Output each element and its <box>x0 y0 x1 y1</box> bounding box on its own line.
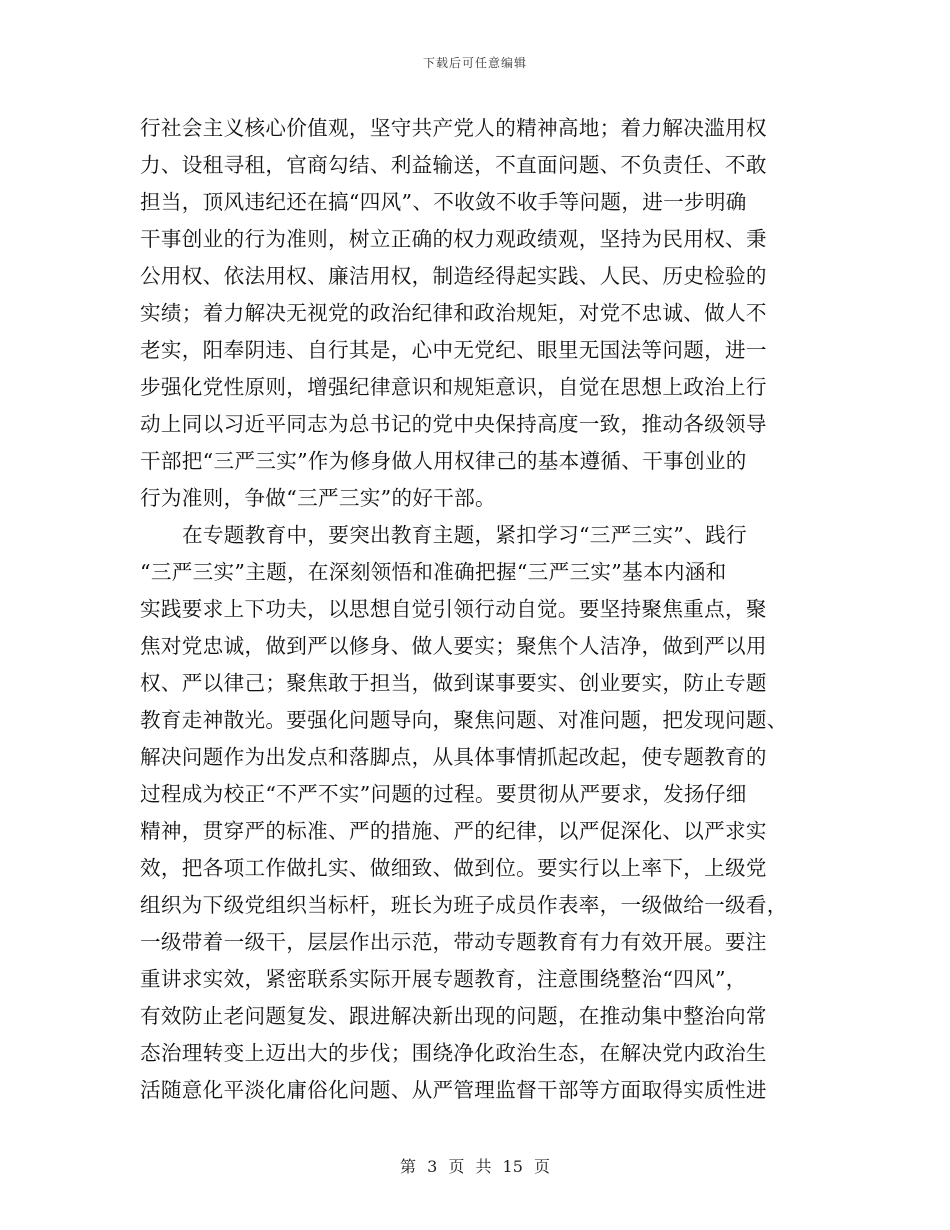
body-line: 态治理转变上迈出大的步伐；围绕净化政治生态，在解决党内政治生 <box>140 1041 767 1065</box>
page-number: 第 3 页 共 15 页 <box>400 1157 550 1176</box>
body-line: 有效防止老问题复发、跟进解决新出现的问题，在推动集中整治向常 <box>140 1004 767 1028</box>
body-line: 焦对党忠诚，做到严以修身、做人要实；聚焦个人洁净，做到严以用 <box>140 634 767 658</box>
body-line: 实绩；着力解决无视党的政治纪律和政治规矩，对党不忠诚、做人不 <box>140 301 767 325</box>
body-line: 一级带着一级干，层层作出示范，带动专题教育有力有效开展。要注 <box>140 930 767 954</box>
body-line: 过程成为校正“不严不实”问题的过程。要贯彻从严要求，发扬仔细 <box>140 782 747 806</box>
body-line: 实践要求上下功夫，以思想自觉引领行动自觉。要坚持聚焦重点，聚 <box>140 597 767 621</box>
body-line: 重讲求实效，紧密联系实际开展专题教育，注意围绕整治“四风”， <box>140 967 747 991</box>
body-line: 效，把各项工作做扎实、做细致、做到位。要实行以上率下，上级党 <box>140 856 767 880</box>
body-line: 行为准则，争做“三严三实”的好干部。 <box>140 486 496 510</box>
page-header: 下载后可任意编辑 <box>422 56 527 70</box>
body-line: 公用权、依法用权、廉洁用权，制造经得起实践、人民、历史检验的 <box>140 264 767 288</box>
paragraph-start-line: 在专题教育中，要突出教育主题，紧扣学习“三严三实”、践行 <box>182 523 747 547</box>
body-line: 行社会主义核心价值观，坚守共产党人的精神高地；着力解决滥用权 <box>140 116 767 140</box>
body-line: “三严三实”主题，在深刻领悟和准确把握“三严三实”基本内涵和 <box>140 560 727 584</box>
body-line: 动上同以习近平同志为总书记的党中央保持高度一致，推动各级领导 <box>140 412 767 436</box>
body-line: 活随意化平淡化庸俗化问题、从严管理监督干部等方面取得实质性进 <box>140 1078 767 1102</box>
body-line: 担当，顶风违纪还在搞“四风”、不收敛不收手等问题，进一步明确 <box>140 190 747 214</box>
body-line: 老实，阳奉阴违、自行其是，心中无党纪、眼里无国法等问题，进一 <box>140 338 767 362</box>
body-line: 解决问题作为出发点和落脚点，从具体事情抓起改起，使专题教育的 <box>140 745 767 769</box>
body-line: 教育走神散光。要强化问题导向，聚焦问题、对准问题，把发现问题、 <box>140 708 788 732</box>
body-line: 干事创业的行为准则，树立正确的权力观政绩观，坚持为民用权、秉 <box>140 227 767 251</box>
body-line: 力、设租寻租，官商勾结、利益输送，不直面问题、不负责任、不敢 <box>140 153 767 177</box>
body-line: 权、严以律己；聚焦敢于担当，做到谋事要实、创业要实，防止专题 <box>140 671 767 695</box>
body-line: 干部把“三严三实”作为修身做人用权律己的基本遵循、干事创业的 <box>140 449 747 473</box>
body-line: 组织为下级党组织当标杆，班长为班子成员作表率，一级做给一级看， <box>140 893 788 917</box>
body-line: 步强化党性原则，增强纪律意识和规矩意识，自觉在思想上政治上行 <box>140 375 767 399</box>
document-body <box>140 110 812 1109</box>
body-line: 精神，贯穿严的标准、严的措施、严的纪律，以严促深化、以严求实 <box>140 819 767 843</box>
